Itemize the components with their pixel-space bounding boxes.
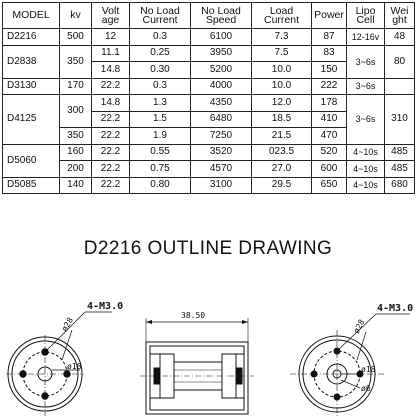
voltage-cell: 14.8 <box>92 62 130 79</box>
noload-speed-cell: 3950 <box>191 45 252 62</box>
kv-cell: 200 <box>60 161 92 178</box>
lipo-cell: 3~6s <box>347 45 385 78</box>
lipo-cell: 4~10s <box>347 177 385 194</box>
weight-cell: 485 <box>385 144 415 161</box>
kv-cell: 350 <box>60 128 92 145</box>
header-voltage: Volt age <box>92 3 130 29</box>
diameter-outer-right: ø28 <box>351 317 367 335</box>
noload-speed-cell: 3100 <box>191 177 252 194</box>
noload-current-cell: 0.3 <box>130 78 191 95</box>
load-current-cell: 21.5 <box>252 128 312 145</box>
noload-speed-cell: 3520 <box>191 144 252 161</box>
shaft-diameter: ø6 <box>361 384 371 393</box>
power-cell: 470 <box>312 128 347 145</box>
load-current-cell: 29.5 <box>252 177 312 194</box>
lipo-cell: 4~10s <box>347 161 385 178</box>
voltage-cell: 22.2 <box>92 111 130 128</box>
noload-current-cell: 1.9 <box>130 128 191 145</box>
weight-cell: 485 <box>385 161 415 178</box>
model-cell: D3130 <box>3 78 60 95</box>
table-row <box>3 29 415 46</box>
noload-speed-cell: 6100 <box>191 29 252 46</box>
lipo-cell: 4~10s <box>347 144 385 161</box>
noload-current-cell: 0.25 <box>130 45 191 62</box>
noload-speed-cell: 6480 <box>191 111 252 128</box>
header-load-current: Load Current <box>252 3 312 29</box>
voltage-cell: 14.8 <box>92 95 130 112</box>
noload-current-cell: 0.75 <box>130 161 191 178</box>
load-current-cell: 10.0 <box>252 78 312 95</box>
table-row <box>3 45 415 62</box>
load-current-cell: 18.5 <box>252 111 312 128</box>
voltage-cell: 22.2 <box>92 144 130 161</box>
weight-cell: 80 <box>385 45 415 78</box>
weight-cell: 680 <box>385 177 415 194</box>
noload-current-cell: 0.30 <box>130 62 191 79</box>
voltage-cell: 22.2 <box>92 177 130 194</box>
voltage-cell: 12 <box>92 29 130 46</box>
header-weight: Wei ght <box>385 3 415 29</box>
kv-cell: 170 <box>60 78 92 95</box>
load-current-cell: 7.3 <box>252 29 312 46</box>
power-cell: 150 <box>312 62 347 79</box>
kv-cell: 140 <box>60 177 92 194</box>
lipo-cell: 3~6s <box>347 95 385 145</box>
voltage-cell: 22.2 <box>92 128 130 145</box>
table-row <box>3 161 415 178</box>
table-row <box>3 144 415 161</box>
header-model: MODEL <box>3 3 60 29</box>
drawing-title: D2216 OUTLINE DRAWING <box>83 238 333 259</box>
power-cell: 222 <box>312 78 347 95</box>
header-noload-speed: No Load Speed <box>191 3 252 29</box>
lipo-cell: 12-16v <box>347 29 385 46</box>
side-view <box>140 311 254 414</box>
power-cell: 520 <box>312 144 347 161</box>
lipo-cell: 3~6s <box>347 78 385 95</box>
noload-current-cell: 1.5 <box>130 111 191 128</box>
power-cell: 410 <box>312 111 347 128</box>
kv-cell: 160 <box>60 144 92 161</box>
rear-view <box>290 303 413 416</box>
noload-current-cell: 0.3 <box>130 29 191 46</box>
power-cell: 650 <box>312 177 347 194</box>
table-row <box>3 177 415 194</box>
power-cell: 600 <box>312 161 347 178</box>
model-cell: D2216 <box>3 29 60 46</box>
header-noload-current: No Load Current <box>130 3 191 29</box>
noload-current-cell: 0.80 <box>130 177 191 194</box>
table-row <box>3 95 415 112</box>
kv-cell: 500 <box>60 29 92 46</box>
model-cell: D4125 <box>3 95 60 145</box>
kv-cell: 350 <box>60 45 92 78</box>
power-cell: 83 <box>312 45 347 62</box>
power-cell: 87 <box>312 29 347 46</box>
diameter-inner-right: ø18 <box>361 365 376 374</box>
noload-speed-cell: 4350 <box>191 95 252 112</box>
load-current-cell: 023.5 <box>252 144 312 161</box>
weight-cell: 310 <box>385 95 415 145</box>
noload-speed-cell: 7250 <box>191 128 252 145</box>
load-current-cell: 7.5 <box>252 45 312 62</box>
screw-label-right: 4-M3.0 <box>377 303 414 314</box>
motor-spec-table <box>2 2 415 194</box>
diameter-inner-left: ø18 <box>67 362 82 371</box>
load-current-cell: 12.0 <box>252 95 312 112</box>
noload-current-cell: 0.55 <box>130 144 191 161</box>
noload-speed-cell: 4570 <box>191 161 252 178</box>
power-cell: 178 <box>312 95 347 112</box>
voltage-cell: 22.2 <box>92 161 130 178</box>
weight-cell: 48 <box>385 29 415 46</box>
model-cell: D5060 <box>3 144 60 177</box>
table-header-row <box>3 3 415 29</box>
voltage-cell: 11.1 <box>92 45 130 62</box>
diameter-outer-left: ø28 <box>59 315 75 333</box>
model-cell: D2838 <box>3 45 60 78</box>
header-lipo-cell: Lipo Cell <box>347 3 385 29</box>
load-current-cell: 27.0 <box>252 161 312 178</box>
header-power: Power <box>312 3 347 29</box>
screw-label-left: 4-M3.0 <box>87 301 124 312</box>
voltage-cell: 22.2 <box>92 78 130 95</box>
weight-cell <box>385 78 415 95</box>
table-row <box>3 78 415 95</box>
header-kv: kv <box>60 3 92 29</box>
load-current-cell: 10.0 <box>252 62 312 79</box>
kv-cell: 300 <box>60 95 92 128</box>
model-cell: D5085 <box>3 177 60 194</box>
outline-drawing <box>0 290 416 416</box>
noload-current-cell: 1.3 <box>130 95 191 112</box>
noload-speed-cell: 4000 <box>191 78 252 95</box>
front-view <box>6 301 123 416</box>
noload-speed-cell: 5200 <box>191 62 252 79</box>
length-dimension: 38.50 <box>181 311 206 320</box>
